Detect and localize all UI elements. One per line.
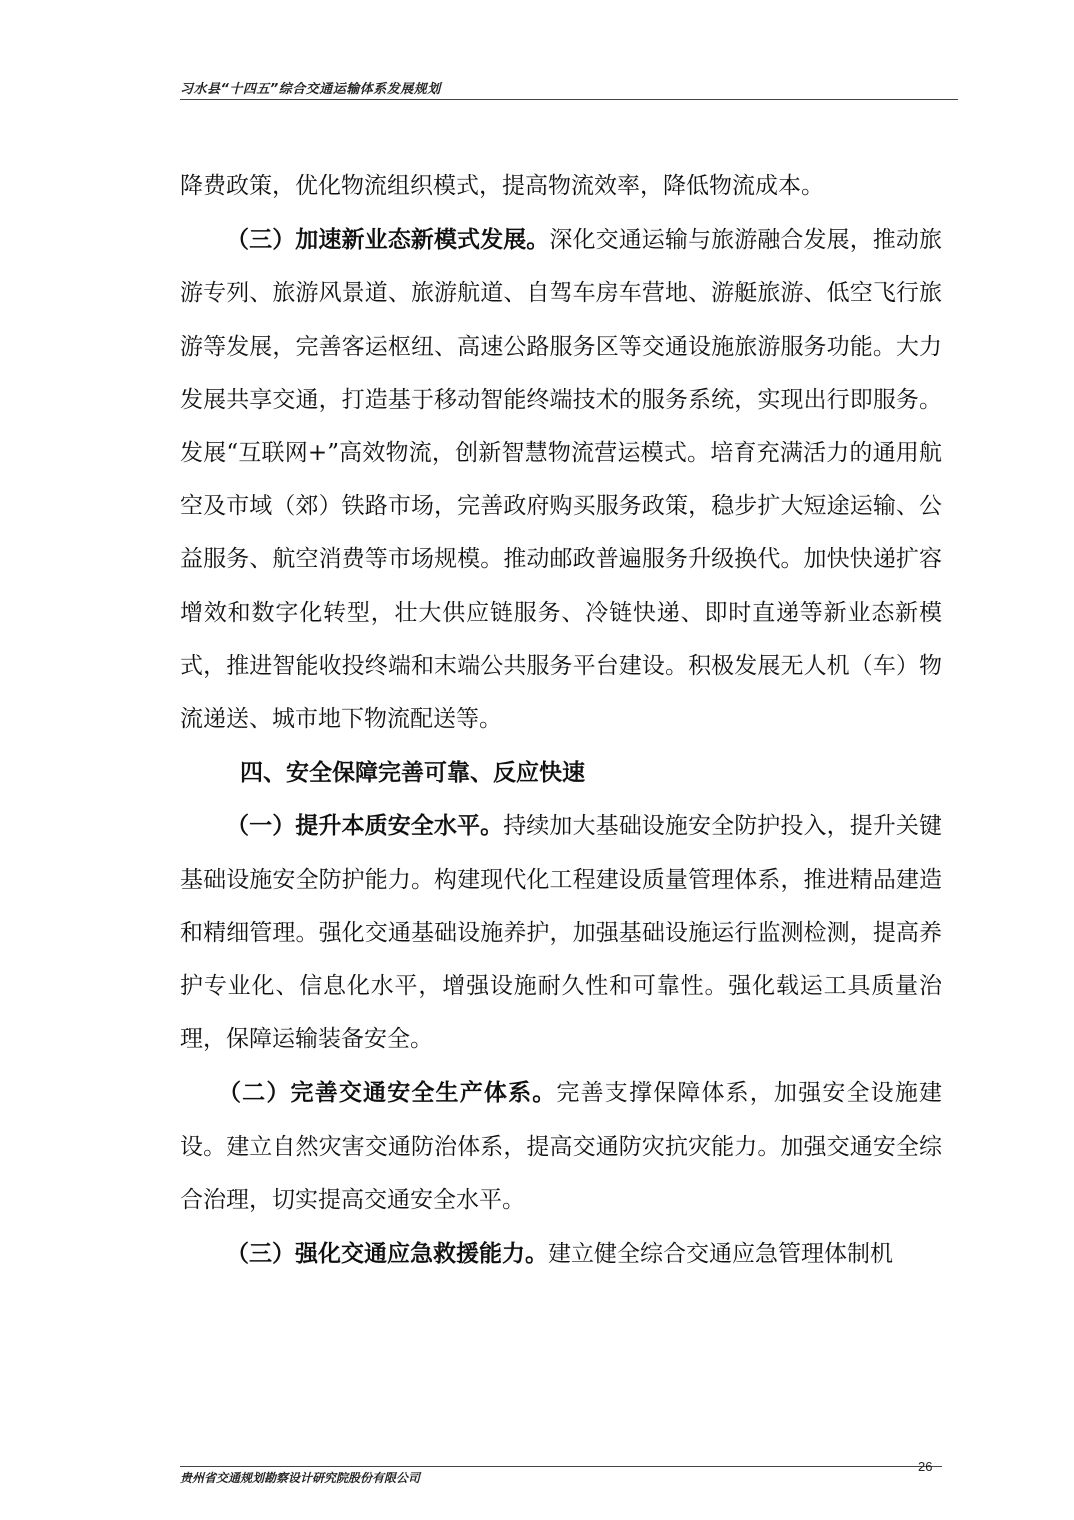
paragraph-5-lead: （三）强化交通应急救援能力。 (226, 1240, 548, 1268)
document-body (180, 160, 942, 1281)
footer-company: 贵州省交通规划勘察设计研究院股份有限公司 (180, 1471, 421, 1485)
paragraph-2 (180, 213, 942, 746)
paragraph-1 (180, 160, 942, 213)
footer-rule (180, 1466, 942, 1467)
paragraph-3 (180, 799, 942, 1066)
paragraph-4-text: 完善支撑保障体系，加强安全设施建设。建立自然灾害交通防治体系，提高交通防灾抗灾能力。加强交通安全综合治理，切实提高交通安全水平。 (180, 1080, 943, 1213)
paragraph-5 (180, 1227, 942, 1281)
paragraph-1-text: 降费政策，优化物流组织模式，提高物流效率，降低物流成本。 (180, 173, 824, 199)
paragraph-3-text: 持续加大基础设施安全防护投入，提升关键基础设施安全防护能力。构建现代化工程建设质量管理体系，推进精品建造和精细管理。强化交通基础设施养护，加强基础设施运行监测检测，提高养护专业化、信息化水平，增强设施耐久性和可靠性。强化载运工具质量治理，保障运输装备安全。 (180, 813, 943, 1053)
paragraph-4 (180, 1066, 942, 1227)
header-rule (180, 99, 958, 100)
page-number: 26 (918, 1459, 933, 1474)
header-title: 习水县“十四五”综合交通运输体系发展规划 (180, 82, 441, 97)
paragraph-2-text: 深化交通运输与旅游融合发展，推动旅游专列、旅游风景道、旅游航道、自驾车房车营地、游艇旅游、低空飞行旅游等发展，完善客运枢纽、高速公路服务区等交通设施旅游服务功能。大力发展共享交通，打造基于移动智能终端技术的服务系统，实现出行即服务。发展“互联网+”高效物流，创新智慧物流营运模式。培育充满活力的通用航空及市域（郊）铁路市场，完善政府购买服务政策，稳步扩大短途运输、公益服务、航空消费等市场规模。推动邮政普遍服务升级换代。加快快递扩容增效和数字化转型，壮大供应链服务、冷链快递、即时直递等新业态新模式，推进智能收投终端和末端公共服务平台建设。积极发展无人机（车）物流递送、城市地下物流配送等。 (180, 227, 943, 733)
section-heading: 四、安全保障完善可靠、反应快速 (240, 759, 585, 787)
paragraph-3-lead: （一）提升本质安全水平。 (226, 812, 504, 840)
paragraph-4-lead: （二）完善交通安全生产体系。 (218, 1079, 557, 1107)
paragraph-5-text: 建立健全综合交通应急管理体制机 (548, 1241, 893, 1268)
paragraph-2-lead: （三）加速新业态新模式发展。 (226, 226, 550, 254)
